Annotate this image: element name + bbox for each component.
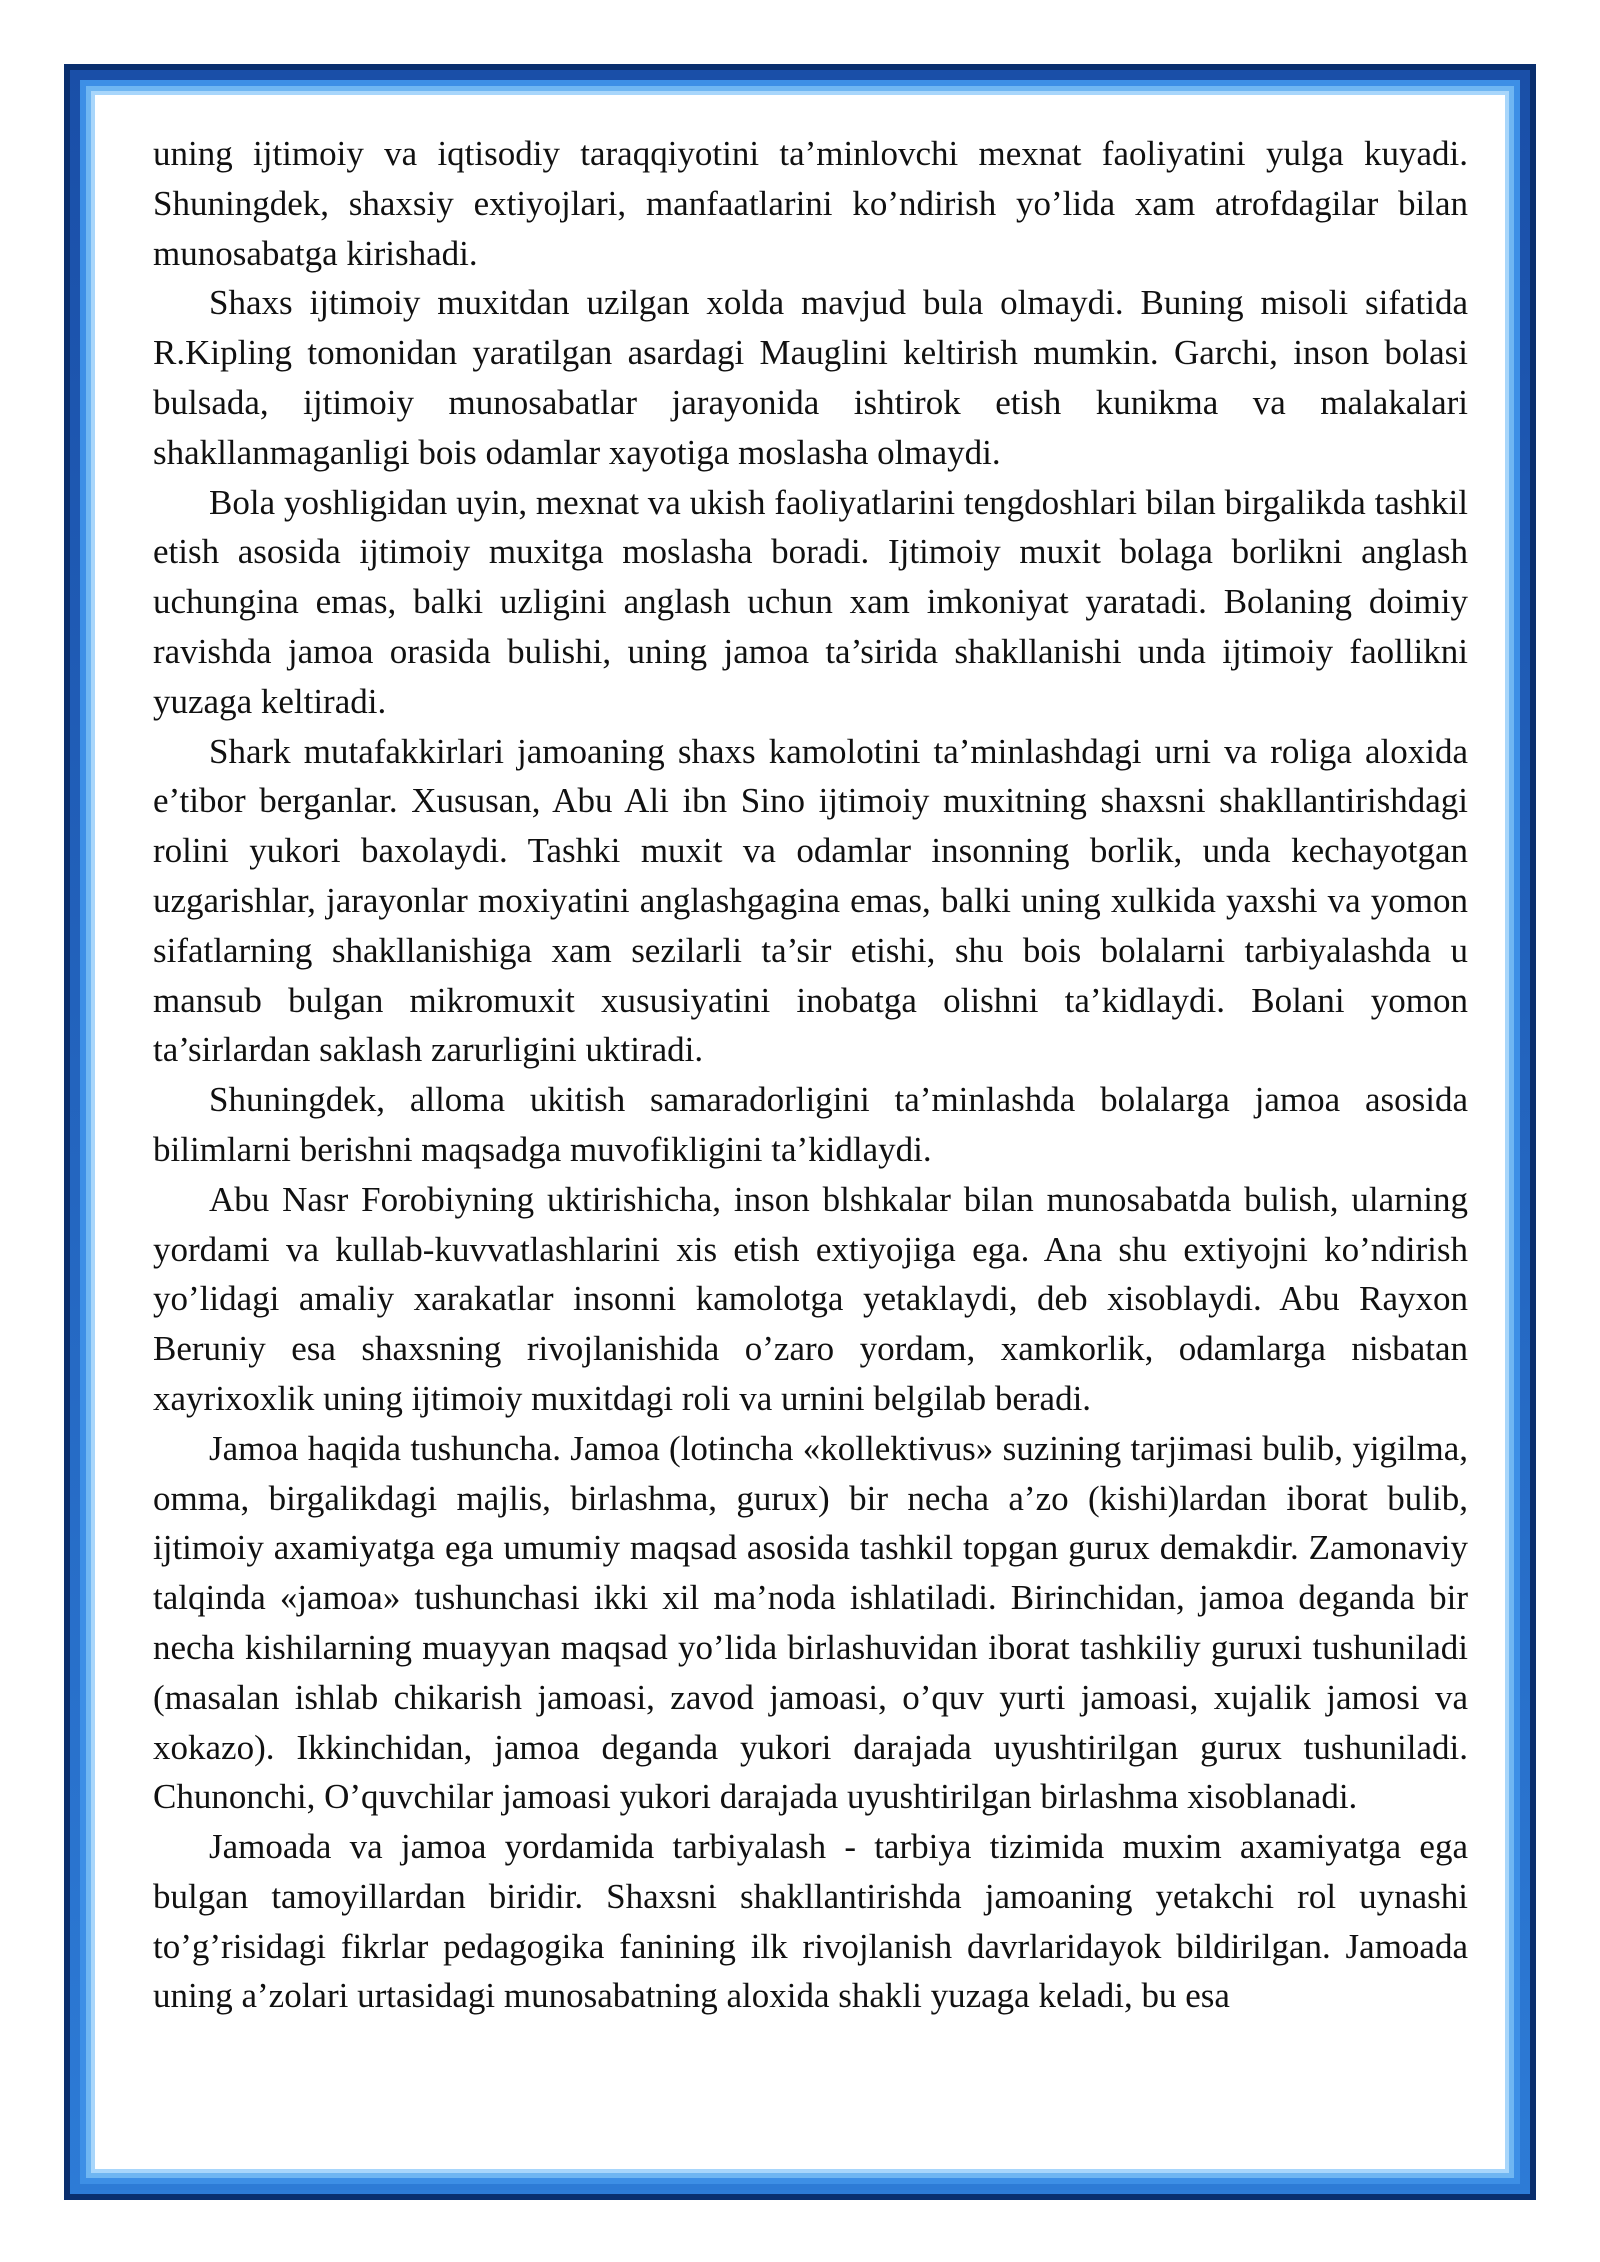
paragraph-jamoada-tarbiyalash: Jamoada va jamoa yordamida tarbiyalash - tarbiya tizimida muxim axamiyatga ega bulgan tamoyillardan biridir. Shaxsni shakllantirishda jamoaning yetakchi rol uynashi to’g’risidagi fikrlar pedagogika fanining ilk rivojlanish davrlaridayok bildirilgan. Jamoada uning a’zolari urtasidagi munosabatning aloxida shakli yuzaga keladi, bu esa bbox=[153, 1827, 1468, 2016]
paragraph-jamoa-haqida: Jamoa haqida tushuncha. Jamoa (lotincha «kollektivus» suzining tarjimasi bulib, yigilma, omma, birgalikdagi majlis, birlashma, gurux) bir necha a’zo (kishi)lardan iborat bulib, ijtimoiy axamiyatga ega umumiy maqsad asosida tashkil topgan gurux demakdir. Zamonaviy talqinda «jamoa» tushunchasi ikki xil ma’noda ishlatiladi. Birinchidan, jamoa deganda bir necha kishilarning muayyan maqsad yo’lida birlashuvidan iborat tashkiliy guruxi tushuniladi (masalan ishlab chikarish jamoasi, zavod jamoasi, o’quv yurti jamoasi, xujalik jamosi va xokazo). Ikkinchidan, jamoa deganda yukori darajada uyushtirilgan gurux tushuniladi. Chunonchi, O’quvchilar jamoasi yukori darajada uyushtirilgan birlashma xisoblanadi. bbox=[153, 1428, 1468, 1817]
paragraph-shaxs-muxit: Shaxs ijtimoiy muxitdan uzilgan xolda mavjud bula olmaydi. Buning misoli sifatida R.Kipling tomonidan yaratilgan asardagi Mauglini keltirish mumkin. Garchi, inson bolasi bulsada, ijtimoiy munosabatlar jarayonida ishtirok etish kunikma va malakalari shakllanmaganligi bois odamlar xayotiga moslasha olmaydi. bbox=[153, 283, 1468, 472]
paragraph-continuation: uning ijtimoiy va iqtisodiy taraqqiyotini ta’minlovchi mexnat faoliyatini yulga kuyadi. Shuningdek, shaxsiy extiyojlari, manfaatlarini ko’ndirish yo’lida xam atrofdagilar bilan munosabatga kirishadi. bbox=[153, 134, 1468, 273]
page-border-middle bbox=[80, 80, 1520, 2184]
page-border-outer bbox=[64, 64, 1536, 2200]
paragraph-shark-mutafakkirlari: Shark mutafakkirlari jamoaning shaxs kamolotini ta’minlashdagi urni va roliga aloxida e’tibor berganlar. Xususan, Abu Ali ibn Sino ijtimoiy muxitning shaxsni shakllantirishdagi rolini yukori baxolaydi. Tashki muxit va odamlar insonning borlik, unda kechayotgan uzgarishlar, jarayonlar moxiyatini anglashgagina emas, balki uning xulkida yaxshi va yomon sifatlarning shakllanishiga xam sezilarli ta’sir etishi, shu bois bolalarni tarbiyalashda u mansub bulgan mikromuxit xususiyatini inobatga olishni ta’kidlaydi. Bolani yomon ta’sirlardan saklash zarurligini uktiradi. bbox=[153, 731, 1468, 1070]
document-body bbox=[153, 129, 1468, 2021]
paragraph-abu-nasr-forobiy: Abu Nasr Forobiyning uktirishicha, inson blshkalar bilan munosabatda bulish, ularning yordami va kullab-kuvvatlashlarini xis etish extiyojiga ega. Ana shu extiyojni ko’ndirish yo’lidagi amaliy xarakatlar insonni kamolotga yetaklaydi, deb xisoblaydi. Abu Rayxon Beruniy esa shaxsning rivojlanishida o’zaro yordam, xamkorlik, odamlarga nisbatan xayrixoxlik uning ijtimoiy muxitdagi roli va urnini belgilab beradi. bbox=[153, 1179, 1468, 1418]
paragraph-shuningdek-alloma: Shuningdek, alloma ukitish samaradorligini ta’minlashda bolalarga jamoa asosida bilimlarni berishni maqsadga muvofikligini ta’kidlaydi. bbox=[153, 1080, 1468, 1169]
paragraph-bola-yoshligidan: Bola yoshligidan uyin, mexnat va ukish faoliyatlarini tengdoshlari bilan birgalikda tashkil etish asosida ijtimoiy muxitga moslasha boradi. Ijtimoiy muxit bolaga borlikni anglash uchungina emas, balki uzligini anglash uchun xam imkoniyat yaratadi. Bolaning doimiy ravishda jamoa orasida bulishi, uning jamoa ta’sirida shakllanishi unda ijtimoiy faollikni yuzaga keltiradi. bbox=[153, 482, 1468, 721]
page-content-area bbox=[91, 91, 1509, 2173]
